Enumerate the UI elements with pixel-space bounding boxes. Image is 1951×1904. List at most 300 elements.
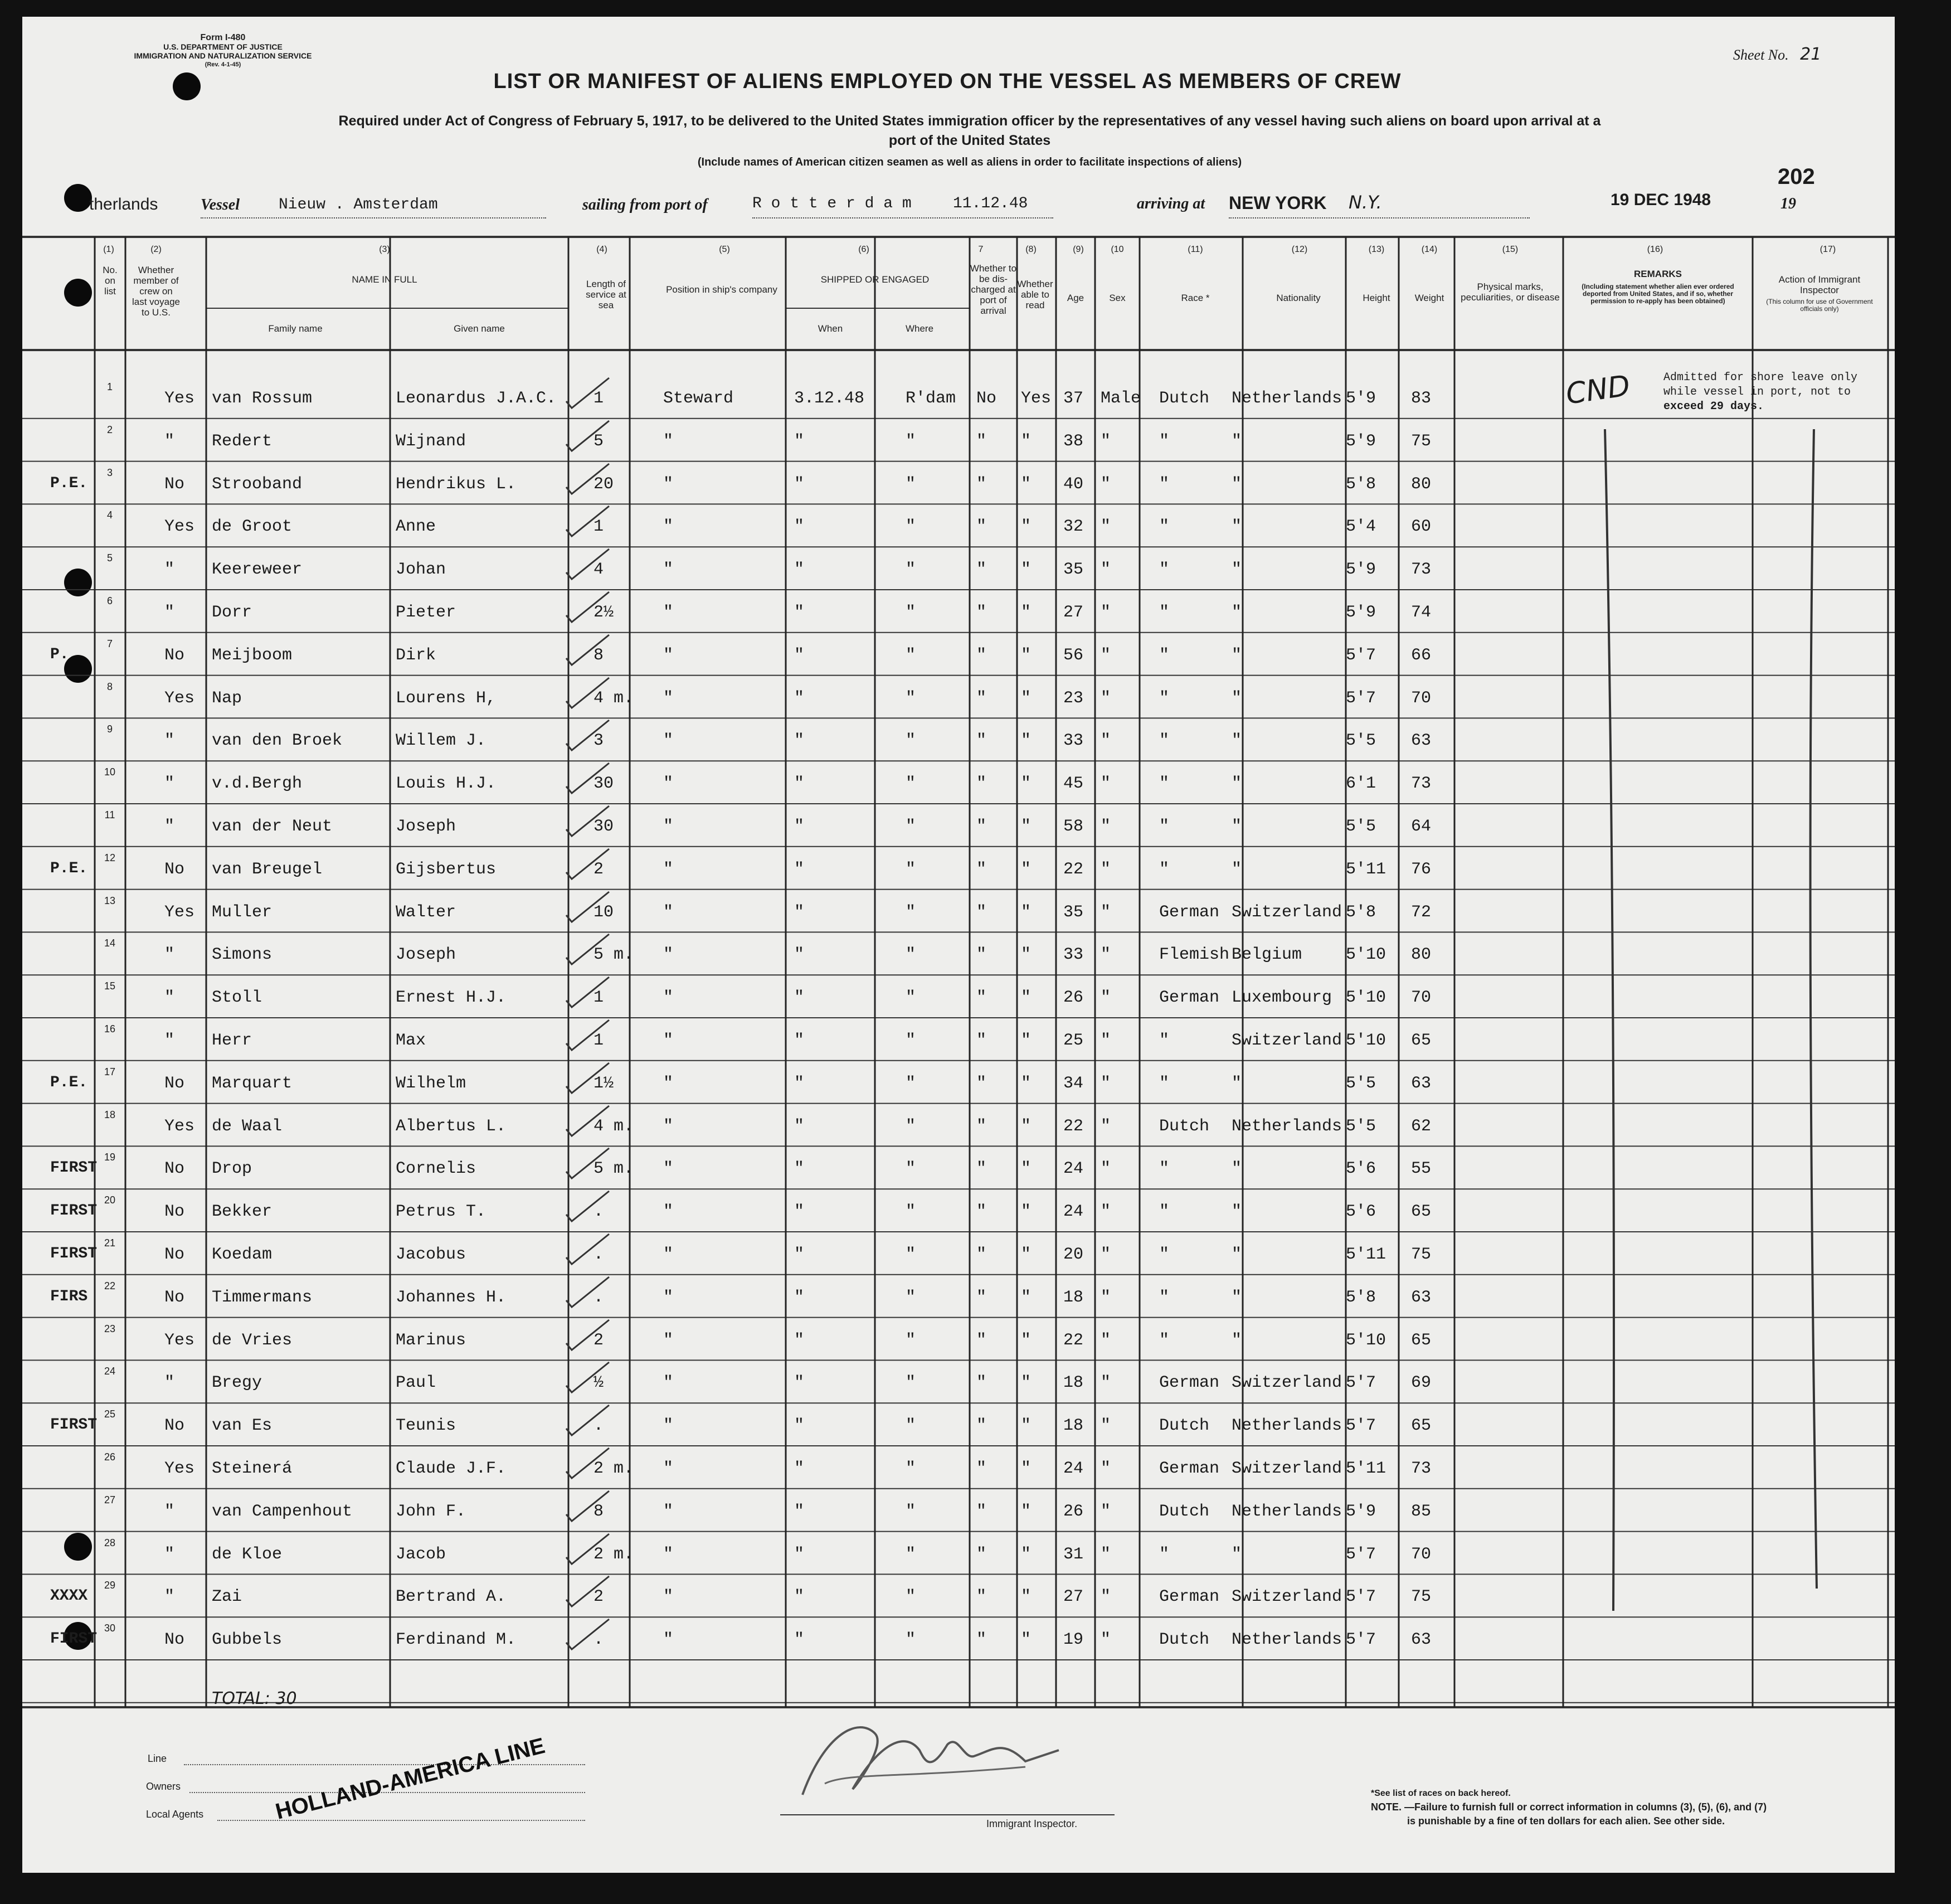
col-num-14: (14) (1421, 245, 1438, 254)
row-number: 16 (104, 1023, 116, 1034)
row-side-note: P. (50, 645, 69, 663)
check-mark (562, 416, 612, 455)
cell-position: " (663, 645, 674, 665)
cell-where: " (906, 431, 916, 451)
inspector-signature (791, 1700, 1081, 1811)
cell-when: " (794, 431, 805, 451)
cell-race: " (1159, 817, 1170, 836)
cell-given: Johannes H. (396, 1288, 507, 1307)
cell-weight: 70 (1411, 1544, 1432, 1564)
cell-age: 33 (1063, 731, 1084, 751)
cell-position: " (663, 1288, 674, 1307)
cell-weight: 72 (1411, 902, 1432, 922)
check-mark (562, 844, 612, 883)
cell-read: " (1021, 731, 1032, 751)
col-shipped: SHIPPED OR ENGAGED (820, 274, 930, 285)
cell-length: 5 m. (593, 945, 634, 965)
cell-length: 2 m. (593, 1544, 634, 1564)
cell-disch: " (976, 817, 987, 836)
cell-nat: Belgium (1232, 945, 1302, 965)
cell-nat: " (1232, 1202, 1242, 1222)
cell-sex: " (1101, 859, 1111, 879)
cell-read: " (1021, 1502, 1032, 1521)
cell-height: 5'5 (1346, 731, 1376, 751)
row-side-note: FIRST (50, 1416, 98, 1434)
cell-family: Meijboom (212, 645, 293, 665)
col-when: When (818, 323, 843, 334)
cell-weight: 73 (1411, 774, 1432, 794)
arrival-port: NEW YORK (1229, 193, 1327, 213)
cell-length: . (593, 1202, 604, 1222)
cell-position: " (663, 1587, 674, 1607)
cell-given: Willem J. (396, 731, 486, 751)
cell-nat: " (1232, 431, 1242, 451)
cell-sex: " (1101, 902, 1111, 922)
cell-weight: 69 (1411, 1373, 1432, 1393)
check-mark (562, 802, 612, 841)
cell-height: 5'11 (1346, 859, 1386, 879)
cell-weight: 65 (1411, 1330, 1432, 1350)
cell-read: " (1021, 645, 1032, 665)
cell-where: " (906, 1245, 916, 1264)
cell-weight: 64 (1411, 817, 1432, 836)
cell-family: van Rossum (212, 389, 313, 408)
cell-nat: Switzerland (1232, 1459, 1342, 1478)
cell-when: " (794, 1544, 805, 1564)
cell-when: " (794, 474, 805, 494)
cell-age: 27 (1063, 603, 1084, 622)
subtitle-2: port of the United States (888, 133, 1051, 148)
row-side-note: P.E. (50, 859, 88, 877)
col-num-2: (2) (150, 245, 162, 254)
cell-height: 5'10 (1346, 945, 1386, 965)
cell-member: " (164, 731, 175, 751)
cell-when: 3.12.48 (794, 389, 865, 408)
cell-disch: " (976, 645, 987, 665)
cell-age: 37 (1063, 389, 1084, 408)
check-mark (562, 459, 612, 498)
cell-length: 5 m. (593, 1159, 634, 1179)
cell-length: 1½ (593, 1074, 614, 1093)
punch-hole (64, 184, 92, 212)
cell-member: No (164, 1288, 185, 1307)
row-number: 29 (104, 1580, 116, 1591)
col-given-name: Given name (454, 323, 505, 334)
cell-family: van Breugel (212, 859, 323, 879)
col-num-10: (10 (1111, 245, 1124, 254)
cell-member: " (164, 1544, 175, 1564)
cell-when: " (794, 1031, 805, 1050)
cell-age: 24 (1063, 1459, 1084, 1478)
cell-height: 5'11 (1346, 1245, 1386, 1264)
line-underline (184, 1764, 585, 1765)
cell-disch: " (976, 1031, 987, 1050)
row-number: 4 (106, 509, 113, 521)
cell-when: " (794, 1159, 805, 1179)
cell-nat: Switzerland (1232, 902, 1342, 922)
cell-member: Yes (164, 1330, 195, 1350)
cell-weight: 75 (1411, 1245, 1432, 1264)
cell-family: van Es (212, 1416, 273, 1436)
cell-nat: " (1232, 859, 1242, 879)
cell-position: " (663, 1373, 674, 1393)
note-text-2: is punishable by a fine of ten dollars for each alien. See other side. (1407, 1815, 1725, 1827)
cell-weight: 62 (1411, 1116, 1432, 1136)
cell-where: " (906, 1587, 916, 1607)
cell-nat: " (1232, 817, 1242, 836)
cell-family: Drop (212, 1159, 252, 1179)
cell-family: de Vries (212, 1330, 293, 1350)
row-number: 19 (104, 1152, 116, 1163)
cell-where: " (906, 1373, 916, 1393)
row-number: 8 (106, 681, 113, 692)
vessel-underline (201, 217, 546, 218)
col-family-name: Family name (268, 323, 323, 334)
cell-sex: " (1101, 1074, 1111, 1093)
cell-where: " (906, 1630, 916, 1650)
row-number: 27 (104, 1494, 116, 1505)
cell-read: " (1021, 517, 1032, 537)
cell-race: German (1159, 1587, 1220, 1607)
cell-height: 5'8 (1346, 1288, 1376, 1307)
col-position: Position in ship's company (666, 284, 777, 295)
cell-disch: " (976, 688, 987, 708)
cell-weight: 63 (1411, 731, 1432, 751)
cell-sex: " (1101, 1116, 1111, 1136)
check-mark (562, 887, 612, 926)
cell-nat: Netherlands (1232, 1416, 1342, 1436)
cell-disch: " (976, 431, 987, 451)
cell-family: Gubbels (212, 1630, 283, 1650)
cell-length: 5 (593, 431, 604, 451)
cell-read: " (1021, 1544, 1032, 1564)
cell-position: " (663, 1630, 674, 1650)
cell-length: 4 (593, 560, 604, 580)
col-num-13: (13) (1368, 245, 1385, 254)
stamp-number: 202 (1778, 164, 1815, 189)
cell-given: Jacob (396, 1544, 446, 1564)
cell-race: " (1159, 1159, 1170, 1179)
cell-member: No (164, 1245, 185, 1264)
cell-race: " (1159, 474, 1170, 494)
cell-member: " (164, 1373, 175, 1393)
cell-disch: " (976, 474, 987, 494)
row-number: 5 (106, 552, 113, 564)
cell-race: Dutch (1159, 389, 1210, 408)
cell-length: . (593, 1630, 604, 1650)
cell-member: Yes (164, 389, 195, 408)
remarks-bracket-lines (1594, 407, 1828, 1633)
cell-when: " (794, 517, 805, 537)
cell-nat: Netherlands (1232, 1502, 1342, 1521)
cell-disch: " (976, 1373, 987, 1393)
cell-position: " (663, 1544, 674, 1564)
cell-weight: 80 (1411, 474, 1432, 494)
cell-where: " (906, 603, 916, 622)
cell-race: " (1159, 1031, 1170, 1050)
cell-age: 22 (1063, 859, 1084, 879)
cell-weight: 66 (1411, 645, 1432, 665)
cell-read: " (1021, 1031, 1032, 1050)
cell-length: 1 (593, 517, 604, 537)
cell-nat: " (1232, 603, 1242, 622)
cell-length: 2 (593, 1330, 604, 1350)
check-mark (562, 1058, 612, 1097)
cell-sex: " (1101, 1288, 1111, 1307)
cell-height: 5'7 (1346, 1587, 1376, 1607)
cell-sex: " (1101, 1502, 1111, 1521)
col-length-service: Length of service at sea (586, 279, 626, 310)
punch-hole (64, 1533, 92, 1561)
cell-member: No (164, 474, 185, 494)
cell-nat: " (1232, 1074, 1242, 1093)
cell-position: " (663, 431, 674, 451)
remarks-line-1: Admitted for shore leave only (1663, 371, 1858, 384)
cell-member: No (164, 1074, 185, 1093)
cell-sex: Male (1101, 389, 1141, 408)
row-number: 28 (104, 1537, 116, 1548)
cell-disch: " (976, 774, 987, 794)
cell-race: " (1159, 1245, 1170, 1264)
cell-position: Steward (663, 389, 734, 408)
cell-weight: 65 (1411, 1416, 1432, 1436)
form-header (106, 33, 340, 69)
col-num-16: (16) (1647, 245, 1663, 254)
sheet-number (1733, 45, 1821, 64)
cell-sex: " (1101, 474, 1111, 494)
cell-weight: 75 (1411, 1587, 1432, 1607)
cell-member: No (164, 1630, 185, 1650)
cell-age: 35 (1063, 902, 1084, 922)
cell-nat: Netherlands (1232, 1630, 1342, 1650)
col-num-6: (6) (858, 245, 869, 254)
cell-age: 35 (1063, 560, 1084, 580)
cell-given: Max (396, 1031, 426, 1050)
check-mark (562, 1144, 612, 1183)
cell-family: Koedam (212, 1245, 273, 1264)
cell-position: " (663, 988, 674, 1008)
cell-height: 5'7 (1346, 1544, 1376, 1564)
cell-given: Wilhelm (396, 1074, 466, 1093)
cell-height: 5'9 (1346, 560, 1376, 580)
row-number: 22 (104, 1280, 116, 1291)
cell-position: " (663, 859, 674, 879)
cell-given: Joseph (396, 945, 456, 965)
cell-when: " (794, 902, 805, 922)
cell-given: Paul (396, 1373, 436, 1393)
cell-when: " (794, 603, 805, 622)
cell-given: Pieter (396, 603, 456, 622)
cell-disch: " (976, 1544, 987, 1564)
cell-given: Claude J.F. (396, 1459, 507, 1478)
row-number: 25 (104, 1408, 116, 1420)
cell-family: Herr (212, 1031, 252, 1050)
sailing-label: sailing from port of (582, 196, 708, 213)
cell-race: " (1159, 1202, 1170, 1222)
cell-disch: " (976, 902, 987, 922)
page-title: LIST OR MANIFEST OF ALIENS EMPLOYED ON THE VESSEL AS MEMBERS OF CREW (493, 70, 1402, 93)
cell-when: " (794, 1373, 805, 1393)
cell-read: " (1021, 1116, 1032, 1136)
cell-height: 5'10 (1346, 1330, 1386, 1350)
cell-length: 8 (593, 645, 604, 665)
cell-read: " (1021, 817, 1032, 836)
cell-where: " (906, 1459, 916, 1478)
cell-family: Nap (212, 688, 242, 708)
cell-position: " (663, 902, 674, 922)
cell-age: 33 (1063, 945, 1084, 965)
cell-when: " (794, 1630, 805, 1650)
cell-weight: 63 (1411, 1630, 1432, 1650)
cell-length: 30 (593, 817, 614, 836)
col-num-15: (15) (1502, 245, 1519, 254)
cell-when: " (794, 1502, 805, 1521)
cell-age: 34 (1063, 1074, 1084, 1093)
cell-given: John F. (396, 1502, 466, 1521)
cell-position: " (663, 1116, 674, 1136)
cell-disch: " (976, 1245, 987, 1264)
row-number: 30 (104, 1623, 116, 1634)
cell-disch: " (976, 731, 987, 751)
col-num-7: 7 (978, 245, 984, 254)
cell-read: " (1021, 1202, 1032, 1222)
cell-family: Bregy (212, 1373, 262, 1393)
cell-given: Joseph (396, 817, 456, 836)
note-star: *See list of races on back hereof. (1371, 1789, 1511, 1798)
cell-age: 58 (1063, 817, 1084, 836)
cell-nat: " (1232, 1159, 1242, 1179)
form-dept: U.S. DEPARTMENT OF JUSTICE (163, 42, 283, 51)
subtitle-3: (Include names of American citizen seamen as well as aliens in order to facilitate inspections of aliens) (697, 156, 1242, 168)
cell-race: Dutch (1159, 1502, 1210, 1521)
check-mark (562, 930, 612, 969)
cell-family: Stoll (212, 988, 262, 1008)
inspector-label: Immigrant Inspector. (986, 1818, 1078, 1829)
cell-height: 5'10 (1346, 988, 1386, 1008)
cell-when: " (794, 817, 805, 836)
cell-where: " (906, 517, 916, 537)
cell-length: 2½ (593, 603, 614, 622)
cell-disch: " (976, 1459, 987, 1478)
col-weight: Weight (1414, 293, 1444, 303)
cell-weight: 55 (1411, 1159, 1432, 1179)
agents-underline (217, 1820, 585, 1821)
cell-where: " (906, 688, 916, 708)
cell-height: 5'9 (1346, 431, 1376, 451)
cell-race: " (1159, 431, 1170, 451)
cell-age: 24 (1063, 1159, 1084, 1179)
cell-age: 22 (1063, 1116, 1084, 1136)
cell-sex: " (1101, 1416, 1111, 1436)
cell-age: 22 (1063, 1330, 1084, 1350)
cell-disch: " (976, 1416, 987, 1436)
cell-nat: " (1232, 560, 1242, 580)
cell-when: " (794, 1245, 805, 1264)
cell-position: " (663, 1245, 674, 1264)
row-number: 9 (106, 723, 113, 735)
cell-family: Muller (212, 902, 273, 922)
vessel-flag: therlands (89, 195, 158, 213)
port-underline (752, 217, 1053, 218)
cell-given: Anne (396, 517, 436, 537)
cell-read: " (1021, 603, 1032, 622)
remarks-cnd-mark: CND (1564, 369, 1632, 411)
cell-when: " (794, 688, 805, 708)
cell-height: 6'1 (1346, 774, 1376, 794)
cell-family: Steinerá (212, 1459, 293, 1478)
col-no-on-list: No. on list (103, 265, 118, 297)
cell-sex: " (1101, 645, 1111, 665)
cell-family: Bekker (212, 1202, 273, 1222)
cell-nat: Luxembourg (1232, 988, 1332, 1008)
cell-member: No (164, 645, 185, 665)
row-number: 21 (104, 1237, 116, 1249)
check-mark (562, 1272, 612, 1312)
cell-race: Dutch (1159, 1416, 1210, 1436)
cell-race: " (1159, 645, 1170, 665)
cell-race: " (1159, 517, 1170, 537)
cell-height: 5'4 (1346, 517, 1376, 537)
cell-sex: " (1101, 1373, 1111, 1393)
cell-weight: 73 (1411, 1459, 1432, 1478)
col-num-11: (11) (1188, 245, 1203, 254)
cell-read: Yes (1021, 389, 1052, 408)
cell-sex: " (1101, 774, 1111, 794)
col-sex: Sex (1109, 293, 1126, 303)
cell-height: 5'6 (1346, 1159, 1376, 1179)
cell-race: Flemish (1159, 945, 1230, 965)
row-number: 20 (104, 1194, 116, 1206)
cell-race: German (1159, 1373, 1220, 1393)
cell-length: 1 (593, 389, 604, 408)
cell-member: " (164, 774, 175, 794)
form-service: IMMIGRATION AND NATURALIZATION SERVICE (134, 51, 312, 60)
cell-member: Yes (164, 1459, 195, 1478)
cell-member: " (164, 603, 175, 622)
cell-height: 5'9 (1346, 1502, 1376, 1521)
cell-where: " (906, 560, 916, 580)
row-number: 3 (106, 467, 113, 478)
cell-age: 27 (1063, 1587, 1084, 1607)
cell-given: Bertrand A. (396, 1587, 507, 1607)
cell-length: . (593, 1288, 604, 1307)
footer-owners-label: Owners (146, 1781, 181, 1792)
form-rev: (Rev. 4-1-45) (205, 61, 241, 68)
sheet-label: Sheet No. (1733, 47, 1789, 63)
cell-age: 25 (1063, 1031, 1084, 1050)
cell-position: " (663, 945, 674, 965)
punch-hole (64, 569, 92, 596)
cell-race: Dutch (1159, 1116, 1210, 1136)
cell-member: " (164, 817, 175, 836)
cell-family: de Kloe (212, 1544, 283, 1564)
cell-age: 31 (1063, 1544, 1084, 1564)
cell-disch: " (976, 603, 987, 622)
cell-sex: " (1101, 431, 1111, 451)
cell-disch: " (976, 1630, 987, 1650)
check-mark (562, 673, 612, 712)
cell-nat: Switzerland (1232, 1587, 1342, 1607)
cell-where: " (906, 1416, 916, 1436)
year-label: 19 (1780, 195, 1796, 212)
manifest-sheet (22, 17, 1895, 1873)
col-num-12: (12) (1291, 245, 1308, 254)
cell-given: Cornelis (396, 1159, 476, 1179)
cell-family: Marquart (212, 1074, 293, 1093)
footer-note (1371, 1786, 1884, 1828)
cell-position: " (663, 1074, 674, 1093)
cell-age: 18 (1063, 1373, 1084, 1393)
